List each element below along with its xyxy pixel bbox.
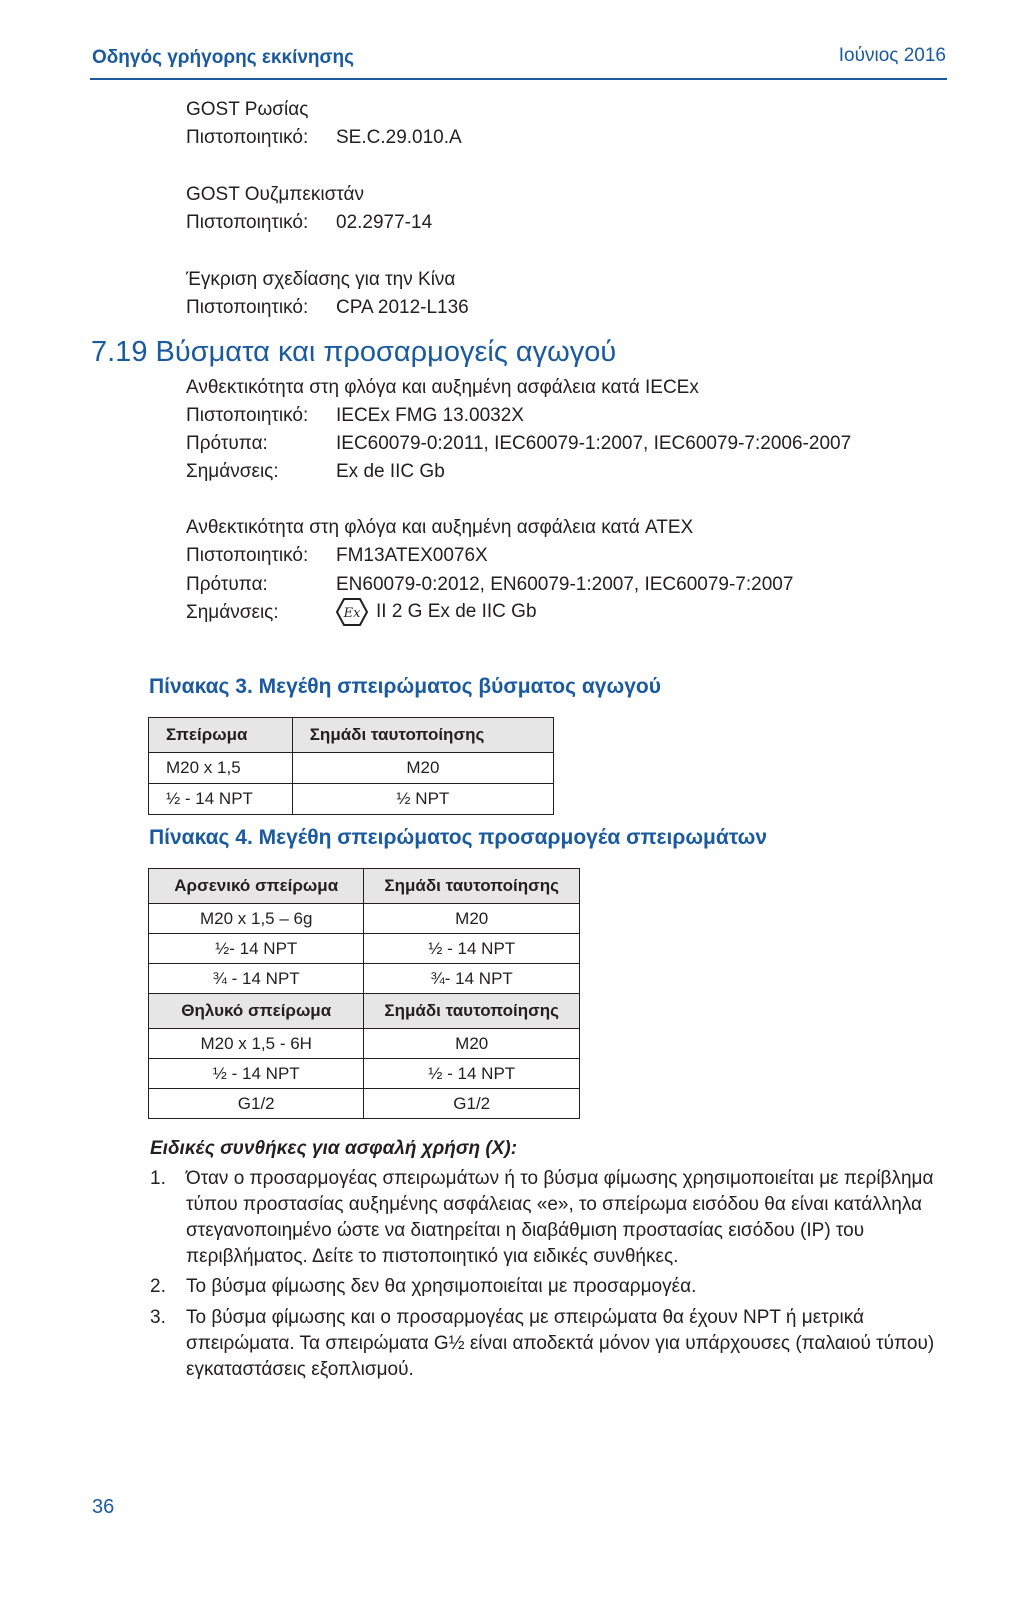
- table-cell: ½ - 14 NPT: [149, 784, 293, 815]
- table4-header: Σημάδι ταυτοποίησης: [364, 994, 580, 1029]
- atex-heading: Ανθεκτικότητα στη φλόγα και αυξημένη ασφάλεια κατά ATEX: [186, 517, 694, 538]
- table4-caption: Πίνακας 4. Μεγέθη σπειρώματος προσαρμογέα σπειρωμάτων: [149, 826, 768, 849]
- header-divider: [90, 78, 947, 80]
- table-row: [149, 753, 554, 784]
- cert-value: CPA 2012-L136: [336, 297, 469, 318]
- table3: [148, 717, 554, 815]
- atex-std-value: EN60079-0:2012, EN60079-1:2007, IEC60079-7:2007: [336, 574, 794, 595]
- atex-marking: [336, 597, 537, 627]
- atex-mark-value: II 2 G Ex de IIC Gb: [376, 601, 537, 623]
- table-row: [149, 964, 580, 994]
- table4-header: Θηλυκό σπείρωμα: [149, 994, 364, 1029]
- cert-name: GOST Ουζμπεκιστάν: [186, 184, 365, 205]
- cert-value: 02.2977-14: [336, 212, 433, 233]
- ex-hexagon-icon: [336, 597, 368, 627]
- iecex-cert-label: Πιστοποιητικό:: [186, 405, 309, 426]
- table3-header: Σημάδι ταυτοποίησης: [292, 718, 553, 753]
- iecex-heading: Ανθεκτικότητα στη φλόγα και αυξημένη ασφάλεια κατά IECEx: [186, 377, 699, 398]
- cert-label: Πιστοποιητικό:: [186, 212, 309, 233]
- table-cell: ½ - 14 NPT: [149, 1059, 364, 1089]
- table3-header: Σπείρωμα: [149, 718, 293, 753]
- table-cell: M20 x 1,5 – 6g: [149, 904, 364, 934]
- note-text: Το βύσμα φίμωσης και ο προσαρμογέας με σπειρώματα θα έχουν NPT ή μετρικά σπειρώματα. Τα σπειρώματα G½ είναι αποδεκτά μόνον για υπάρχουσες (παλαιού τύπου) εγκαταστάσεις εξοπλισμού.: [186, 1307, 935, 1380]
- table-row: [149, 934, 580, 964]
- cert-value: SE.C.29.010.A: [336, 127, 462, 148]
- table4: [148, 868, 580, 1119]
- note-number: 2.: [150, 1276, 166, 1297]
- table-cell: ½ NPT: [292, 784, 553, 815]
- note-text: Το βύσμα φίμωσης δεν θα χρησιμοποιείται με προσαρμογέα.: [186, 1276, 697, 1297]
- table-cell: G1/2: [149, 1089, 364, 1119]
- atex-cert-value: FM13ATEX0076X: [336, 545, 488, 566]
- table-cell: M20 x 1,5 - 6H: [149, 1029, 364, 1059]
- note-number: 3.: [150, 1307, 166, 1328]
- cert-label: Πιστοποιητικό:: [186, 127, 309, 148]
- ex-symbol-text: Ex: [343, 606, 361, 621]
- note-number: 1.: [150, 1168, 166, 1189]
- iecex-cert-value: IECEx FMG 13.0032X: [336, 405, 524, 426]
- atex-std-label: Πρότυπα:: [186, 574, 268, 595]
- table-row: [149, 1029, 580, 1059]
- iecex-mark-value: Ex de IIC Gb: [336, 461, 445, 482]
- table4-header: Αρσενικό σπείρωμα: [149, 869, 364, 904]
- table-row: [149, 1059, 580, 1089]
- table-cell: M20: [292, 753, 553, 784]
- special-conditions-title: Ειδικές συνθήκες για ασφαλή χρήση (X):: [150, 1138, 518, 1159]
- table-cell: M20: [364, 1029, 580, 1059]
- table-row: [149, 1089, 580, 1119]
- table-cell: ½ - 14 NPT: [364, 1059, 580, 1089]
- cert-name: Έγκριση σχεδίασης για την Κίνα: [186, 269, 456, 290]
- section-heading: 7.19 Βύσματα και προσαρμογείς αγωγού: [91, 336, 617, 368]
- table-row: [149, 784, 554, 815]
- atex-cert-label: Πιστοποιητικό:: [186, 545, 309, 566]
- iecex-mark-label: Σημάνσεις:: [186, 461, 279, 482]
- table-cell: ¾ - 14 NPT: [149, 964, 364, 994]
- atex-mark-label: Σημάνσεις:: [186, 602, 279, 623]
- table3-caption: Πίνακας 3. Μεγέθη σπειρώματος βύσματος αγωγού: [149, 675, 661, 698]
- cert-label: Πιστοποιητικό:: [186, 297, 309, 318]
- table-cell: M20 x 1,5: [149, 753, 293, 784]
- table-cell: ¾- 14 NPT: [364, 964, 580, 994]
- iecex-std-label: Πρότυπα:: [186, 433, 268, 454]
- document-title: Οδηγός γρήγορης εκκίνησης: [92, 47, 355, 68]
- note-text: Όταν ο προσαρμογέας σπειρωμάτων ή το βύσμα φίμωσης χρησιμοποιείται με περίβλημα τύπου προστασίας αυξημένης ασφάλειας «e», το σπείρωμα εισόδου θα είναι κατάλληλα στεγανοποιημένο ώστε να διατηρείται η διαβάθμιση προστασίας εισόδου (IP) του περιβλήματος. Δείτε το πιστοποιητικό για ειδικές συνθήκες.: [186, 1168, 934, 1267]
- table-cell: ½- 14 NPT: [149, 934, 364, 964]
- table-cell: G1/2: [364, 1089, 580, 1119]
- cert-name: GOST Ρωσίας: [186, 99, 309, 120]
- table4-header: Σημάδι ταυτοποίησης: [364, 869, 580, 904]
- table-cell: M20: [364, 904, 580, 934]
- table-row: [149, 904, 580, 934]
- iecex-std-value: IEC60079-0:2011, IEC60079-1:2007, IEC60079-7:2006-2007: [336, 433, 852, 454]
- table-cell: ½ - 14 NPT: [364, 934, 580, 964]
- page-number: 36: [92, 1496, 115, 1518]
- document-date: Ιούνιος 2016: [838, 45, 946, 66]
